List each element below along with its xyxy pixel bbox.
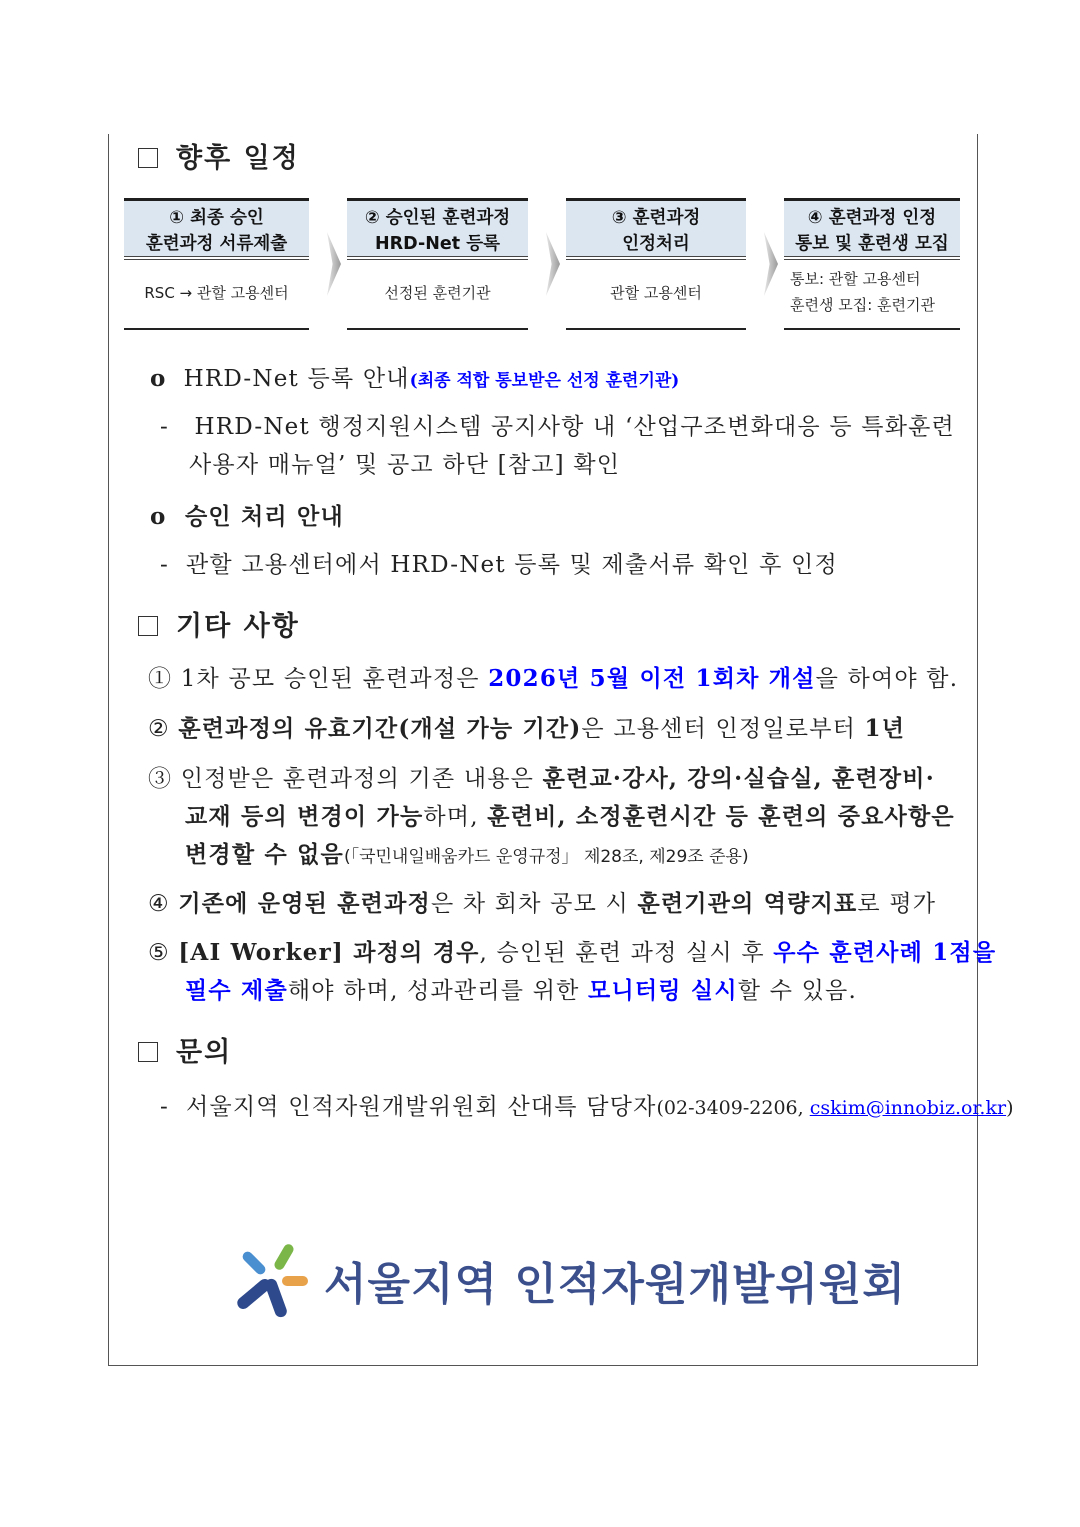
- text: 은 고용센터 인정일로부터: [581, 716, 865, 742]
- num: ①: [148, 666, 173, 692]
- bold-text: 기존에 운영된 훈련과정: [178, 890, 431, 917]
- step-title: ② 승인된 훈련과정: [364, 208, 511, 228]
- highlight: 2026년 5월 이전 1회차 개설: [488, 665, 816, 692]
- bold-text: 1년: [864, 715, 906, 742]
- item-3-line2: [185, 798, 955, 831]
- step-1: [124, 198, 309, 331]
- item-5: [148, 934, 996, 967]
- text: 은 차 회차 공모 시: [430, 891, 638, 917]
- highlight: 우수 훈련사례 1점을: [773, 939, 997, 966]
- approval-title: 승인 처리 안내: [184, 503, 344, 530]
- bullet: o: [150, 503, 167, 530]
- highlight: 모니터링 실시: [588, 977, 738, 1004]
- section-title: 향후 일정: [176, 143, 300, 174]
- logo-mark-icon: [232, 1242, 312, 1322]
- text: 할 수 있음.: [737, 978, 857, 1004]
- text: , 승인된 훈련 과정 실시 후: [479, 940, 774, 966]
- highlight: 필수 제출: [185, 977, 288, 1004]
- checkbox-icon: [138, 148, 158, 168]
- num: ②: [148, 716, 170, 742]
- num: ④: [148, 891, 170, 917]
- num: ⑤: [148, 940, 170, 966]
- text: 인정받은 훈련과정의 기존 내용은: [180, 766, 543, 792]
- num: ③: [148, 766, 173, 792]
- item-1: [148, 660, 958, 693]
- item-3: [148, 760, 935, 793]
- text: 1차 공모 승인된 훈련과정은: [180, 666, 489, 692]
- approval-heading: [150, 498, 344, 531]
- section-etc: [138, 604, 300, 643]
- approval-line1: [160, 546, 838, 579]
- step-title: 인정처리: [622, 234, 690, 254]
- step-body: 선정된 훈련기관: [384, 284, 491, 302]
- text: 하며,: [423, 804, 488, 830]
- checkbox-icon: [138, 616, 158, 636]
- text: 관할 고용센터에서 HRD-Net 등록 및 제출서류 확인 후 인정: [186, 552, 838, 578]
- hrd-line1: [160, 408, 955, 441]
- step-body: 통보: 관할 고용센터: [790, 270, 921, 288]
- text: 을 하여야 함.: [815, 666, 959, 692]
- email-link[interactable]: cskim@innobiz.or.kr: [809, 1097, 1007, 1119]
- item-4: [148, 885, 936, 918]
- dash: -: [160, 1094, 169, 1120]
- step-body: 관할 고용센터: [610, 284, 702, 302]
- step-body: 훈련생 모집: 훈련기관: [790, 296, 936, 314]
- dash: -: [160, 414, 169, 440]
- section-title: 문의: [176, 1037, 233, 1068]
- checkbox-icon: [138, 1042, 158, 1062]
- step-title: HRD-Net 등록: [374, 234, 501, 254]
- bold-text: 훈련기관의 역량지표: [637, 890, 858, 917]
- text: 로 평가: [857, 891, 937, 917]
- item-5-line2: [185, 972, 857, 1005]
- hrd-note: (최종 적합 통보받은 선정 훈련기관): [409, 371, 680, 391]
- hrd-title: HRD-Net 등록 안내: [183, 366, 410, 392]
- bold-text: 훈련과정의 유효기간(개설 가능 기간): [178, 715, 582, 742]
- item-3-line3: [185, 836, 749, 869]
- logo: [232, 1242, 906, 1326]
- bold-text: 교재 등의 변경이 가능: [185, 803, 424, 830]
- bold-text: 훈련교·강사, 강의·실습실, 훈련장비·: [542, 765, 935, 792]
- text: 해야 하며, 성과관리를 위한: [287, 978, 589, 1004]
- item-2: [148, 710, 905, 743]
- step-body: RSC → 관할 고용센터: [144, 284, 289, 302]
- step-3: [566, 198, 746, 331]
- bullet: o: [150, 365, 167, 392]
- text: HRD-Net 행정지원시스템 공지사항 내 ‘산업구조변화대응 등 특화훈련: [194, 414, 955, 440]
- text: 서울지역 인적자원개발위원회 산대특 담당자: [186, 1094, 657, 1120]
- section-schedule: [138, 136, 300, 175]
- step-title: ① 최종 승인: [169, 208, 264, 228]
- step-title: ④ 훈련과정 인정: [807, 208, 937, 228]
- text: (「국민내일배움카드 운영규정」 제28조, 제29조 준용): [343, 847, 749, 867]
- hrd-heading: [150, 360, 679, 393]
- step-title: ③ 훈련과정: [611, 208, 701, 228]
- bold-text: [AI Worker] 과정의 경우: [178, 939, 480, 966]
- bold-text: 변경할 수 없음: [185, 841, 344, 868]
- section-contact: [138, 1030, 232, 1069]
- dash: -: [160, 552, 169, 578]
- step-title: 훈련과정 서류제출: [145, 234, 288, 254]
- step-4: [784, 198, 960, 331]
- logo-text: 서울지역 인적자원개발위원회: [324, 1259, 906, 1310]
- hrd-line2: 사용자 매뉴얼’ 및 공고 하단 [참고] 확인: [189, 452, 621, 478]
- section-title: 기타 사항: [176, 611, 300, 642]
- bold-text: 훈련비, 소정훈련시간 등 훈련의 중요사항은: [487, 803, 955, 830]
- contact-line: [160, 1088, 1014, 1121]
- phone: (02-3409-2206,: [656, 1097, 810, 1119]
- text: ): [1006, 1097, 1014, 1119]
- step-title: 통보 및 훈련생 모집: [795, 234, 949, 254]
- step-2: [347, 198, 528, 331]
